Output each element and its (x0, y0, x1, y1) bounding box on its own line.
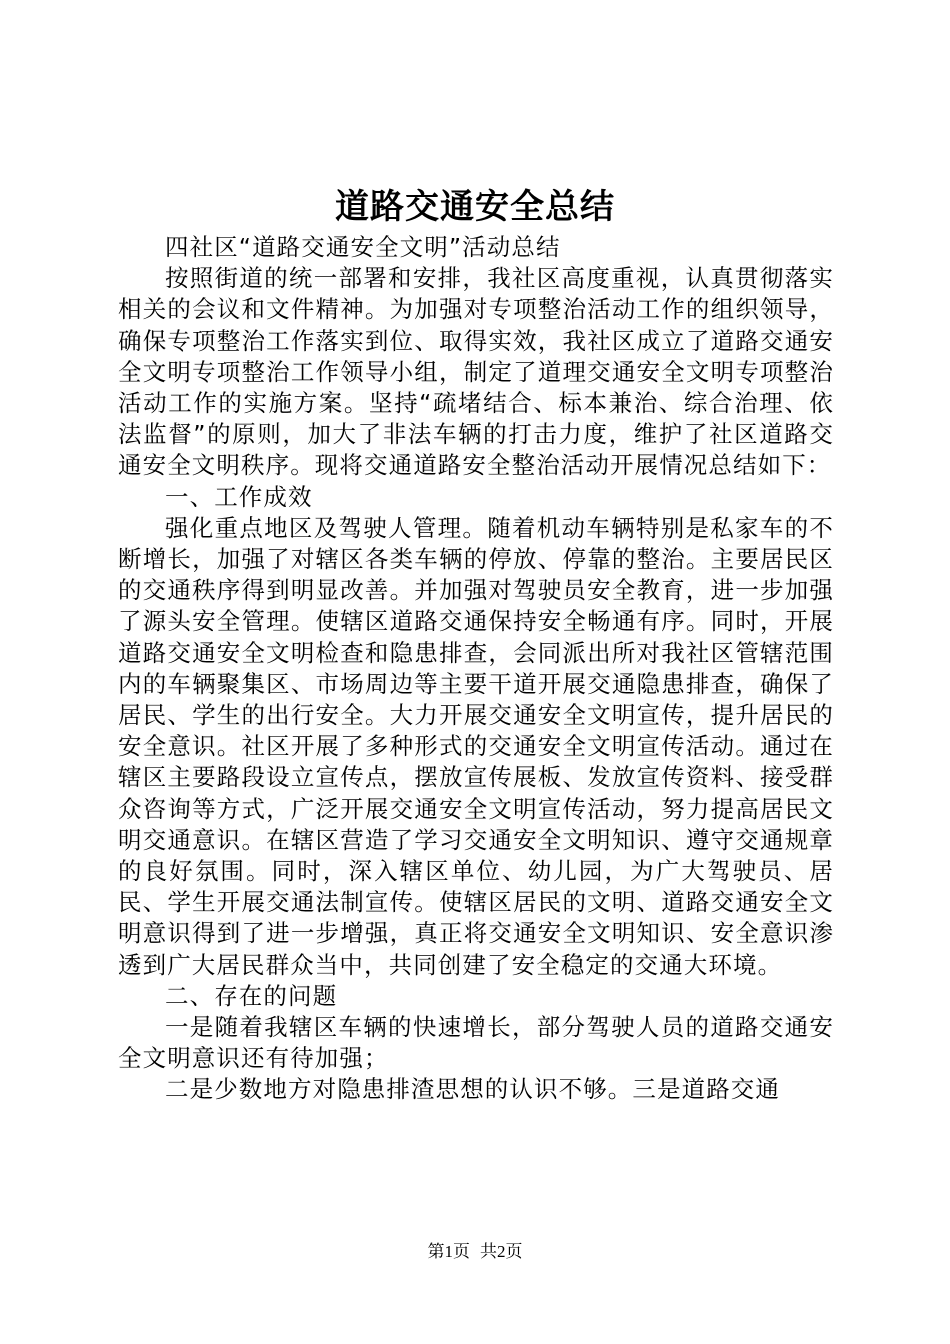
section-heading-problems: 二、存在的问题 (165, 981, 338, 1010)
problem-paragraph-2: 二是少数地方对隐患排渣思想的认识不够。三是道路交通 (165, 1075, 780, 1104)
problem-paragraph-1: 一是随着我辖区车辆的快速增长，部分驾驶人员的道路交通安全文明意识还有待加强； (118, 1013, 834, 1073)
section-heading-achievements: 一、工作成效 (165, 482, 313, 511)
intro-paragraph: 按照街道的统一部署和安排，我社区高度重视，认真贯彻落实相关的会议和文件精神。为加强对专项整治活动工作的组织领导，确保专项整治工作落实到位、取得实效，我社区成立了道路交通安全文明专项整治工作领导小组，制定了道理交通安全文明专项整治活动工作的实施方案。坚持“疏堵结合、标本兼治、综合治理、依法监督”的原则，加大了非法车辆的打击力度，维护了社区道路交通安全文明秩序。现将交通道路安全整治活动开展情况总结如下： (118, 264, 834, 480)
page-number: 第1页 (427, 1242, 470, 1261)
document-title: 道路交通安全总结 (335, 187, 615, 227)
page-footer (0, 1240, 950, 1264)
page-total: 共2页 (480, 1242, 523, 1261)
subtitle-paragraph: 四社区“道路交通安全文明”活动总结 (165, 233, 561, 261)
document-body (118, 232, 834, 1106)
achievements-paragraph: 强化重点地区及驾驶人管理。随着机动车辆特别是私家车的不断增长，加强了对辖区各类车辆的停放、停靠的整治。主要居民区的交通秩序得到明显改善。并加强对驾驶员安全教育，进一步加强了源头安全管理。使辖区道路交通保持安全畅通有序。同时，开展道路交通安全文明检查和隐患排查，会同派出所对我社区管辖范围内的车辆聚集区、市场周边等主要干道开展交通隐患排查，确保了居民、学生的出行安全。大力开展交通安全文明宣传，提升居民的安全意识。社区开展了多种形式的交通安全文明宣传活动。通过在辖区主要路段设立宣传点，摆放宣传展板、发放宣传资料、接受群众咨询等方式，广泛开展交通安全文明宣传活动，努力提高居民文明交通意识。在辖区营造了学习交通安全文明知识、遵守交通规章的良好氛围。同时，深入辖区单位、幼儿园，为广大驾驶员、居民、学生开展交通法制宣传。使辖区居民的文明、道路交通安全文明意识得到了进一步增强，真正将交通安全文明知识、安全意识渗透到广大居民群众当中，共同创建了安全稳定的交通大环境。 (118, 513, 834, 979)
